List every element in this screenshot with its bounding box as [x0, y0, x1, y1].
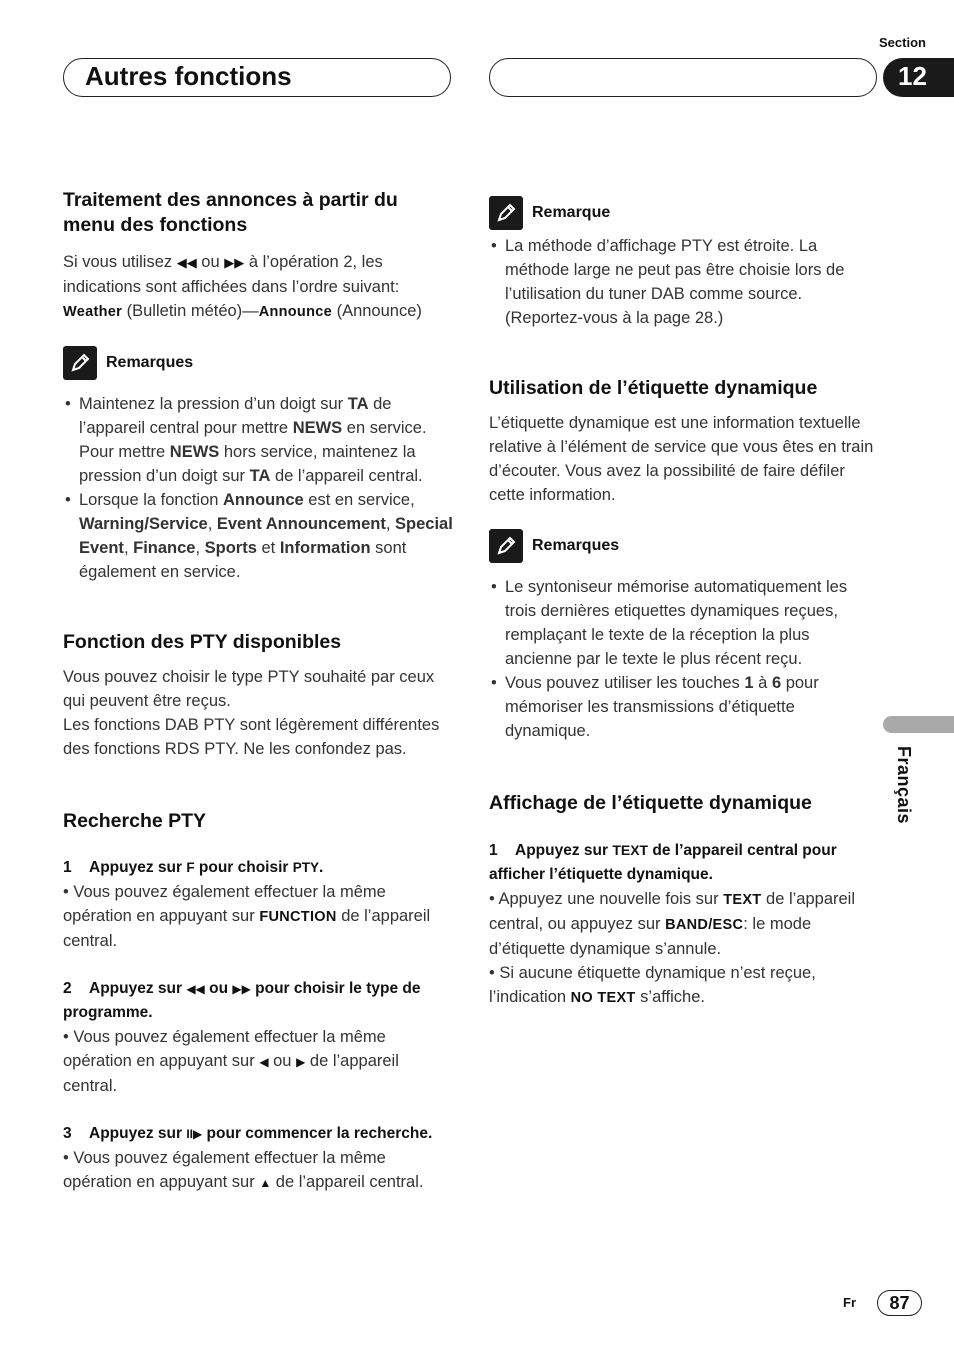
section-label: Section — [879, 35, 926, 50]
text: à l’opération 2, les indications sont affichées dans l’ordre suivant: — [63, 253, 400, 296]
fast-forward-icon: ▶▶ — [232, 982, 251, 996]
key-text: TEXT — [723, 892, 762, 908]
text: ou — [268, 1052, 297, 1070]
left-arrow-icon: ◀ — [259, 1055, 269, 1069]
key-information: Information — [279, 539, 371, 557]
notes-header — [63, 346, 453, 380]
step-1-note-2 — [489, 961, 879, 1010]
text: s’affiche. — [635, 988, 705, 1006]
text: Lorsque la fonction — [79, 491, 224, 509]
right-arrow-icon: ▶ — [296, 1055, 306, 1069]
key-announce: Announce — [258, 304, 332, 320]
heading-dynamic-label-use: Utilisation de l’étiquette dynamique — [489, 377, 818, 399]
heading-pty-available: Fonction des PTY disponibles — [63, 631, 342, 653]
step-number: 2 — [63, 980, 72, 997]
key-weather: Weather — [63, 304, 123, 320]
key-f: F — [186, 860, 195, 875]
para-dynamic-label-use: L’étiquette dynamique est une information textuelle relative à l’élément de service que vous êtes en train d’écouter. Vous avez la possibilité de faire défiler cette information. — [489, 414, 874, 504]
text: Si vous utilisez — [63, 253, 177, 271]
text: Vous pouvez choisir le type PTY souhaité par ceux qui peuvent être reçus. — [63, 668, 435, 710]
text: Appuyez sur — [89, 1125, 187, 1142]
note-header — [489, 196, 879, 230]
key-special-event: Special Event — [79, 515, 453, 557]
title-frame — [63, 58, 451, 97]
key-warning-service: Warning/Service — [79, 515, 208, 533]
step-number: 1 — [63, 859, 72, 876]
section-number: 12 — [898, 61, 927, 91]
text: en service. Pour mettre — [79, 419, 427, 461]
para-pty-available — [63, 665, 453, 761]
key-finance: Finance — [133, 539, 196, 557]
step-1-note — [63, 880, 453, 953]
text: de l’appareil central. — [63, 1052, 399, 1095]
list-item — [489, 671, 879, 743]
list-item — [63, 488, 453, 584]
text: • Appuyez une nouvelle fois sur — [489, 890, 724, 908]
text: ou — [204, 980, 233, 997]
para-announcements — [63, 250, 453, 324]
key-sports: Sports — [204, 539, 257, 557]
text: pour choisir le type de programme. — [63, 980, 421, 1021]
language-tab — [883, 716, 954, 733]
list-item: • La méthode d’affichage PTY est étroite. La méthode large ne peut pas être choisie lors de l’utilisation du tuner DAB comme source. (Reportez-vous à la page 28.) — [489, 234, 879, 330]
key-band-esc: BAND/ESC — [665, 917, 744, 933]
key-ta: TA — [249, 467, 271, 485]
text: ou — [196, 253, 225, 271]
left-column — [63, 188, 453, 1195]
text: , — [385, 515, 396, 533]
key-ta: TA — [347, 395, 369, 413]
text: • Vous pouvez également effectuer la même opération en appuyant sur — [63, 1028, 386, 1070]
text: , — [123, 539, 134, 557]
notes-header — [489, 529, 879, 563]
language-label: Français — [894, 746, 914, 825]
step-3 — [63, 1122, 453, 1146]
list-item — [63, 392, 453, 488]
notes-list — [489, 575, 879, 743]
step-number: 1 — [489, 842, 498, 859]
step-2 — [63, 977, 453, 1025]
text: , — [207, 515, 217, 533]
heading-announcements: Traitement des annonces à partir du menu des fonctions — [63, 189, 398, 236]
text: sont également en service. — [79, 539, 407, 581]
text: Maintenez la pression d’un doigt sur — [79, 395, 348, 413]
text: à — [753, 674, 772, 692]
key-pty: PTY — [292, 860, 320, 875]
up-arrow-icon: ▲ — [259, 1176, 272, 1190]
text: Les fonctions DAB PTY sont légèrement différentes des fonctions RDS PTY. Ne les confondez pas. — [63, 716, 440, 758]
right-column — [489, 196, 879, 1010]
text: pour commencer la recherche. — [202, 1125, 433, 1142]
text: (Bulletin météo)— — [122, 302, 259, 320]
key-text: TEXT — [612, 842, 649, 858]
text: de l’appareil central pour mettre — [79, 395, 392, 437]
key-announce: Announce — [223, 491, 304, 509]
step-2-note — [63, 1025, 453, 1098]
header-blank-frame — [489, 58, 877, 97]
key-function: FUNCTION — [259, 909, 337, 925]
text: de l’appareil central. — [270, 467, 423, 485]
text: de l’appareil central. — [271, 1173, 424, 1191]
play-pause-icon: II▶ — [186, 1127, 203, 1141]
pencil-icon — [489, 529, 523, 563]
step-1-note-1 — [489, 887, 879, 961]
key-1: 1 — [744, 674, 754, 692]
key-news: NEWS — [169, 443, 220, 461]
fast-forward-icon: ▶▶ — [224, 255, 245, 270]
section-badge — [883, 58, 954, 97]
text: • Vous pouvez également effectuer la même opération en appuyant sur — [63, 1149, 386, 1191]
list-item: • Le syntoniseur mémorise automatiquement les trois dernières etiquettes dynamiques reçues, remplaçant le texte de la réception la plus ancienne par le texte le plus récent reçu. — [489, 575, 879, 671]
key-no-text: NO TEXT — [570, 990, 636, 1006]
step-1 — [489, 838, 879, 887]
page-title: Autres fonctions — [85, 61, 292, 91]
text: • Vous pouvez également effectuer la même opération en appuyant sur — [63, 883, 386, 925]
text: et — [256, 539, 280, 557]
note-title: Remarque — [532, 204, 611, 221]
heading-dynamic-label-display: Affichage de l’étiquette dynamique — [489, 792, 812, 814]
pencil-icon — [489, 196, 523, 230]
text: Vous pouvez utiliser les touches — [505, 674, 745, 692]
text: Appuyez sur — [515, 842, 613, 859]
text: Appuyez sur — [89, 980, 187, 997]
text: • Si aucune étiquette dynamique n’est reçue, l’indication — [489, 964, 816, 1006]
text: de l’appareil central pour afficher l’étiquette dynamique. — [489, 842, 837, 883]
key-news: NEWS — [292, 419, 343, 437]
text: : le mode d’étiquette dynamique s’annule. — [489, 915, 812, 958]
step-1 — [63, 856, 453, 880]
step-3-note — [63, 1146, 453, 1195]
rewind-icon: ◀◀ — [186, 982, 205, 996]
step-number: 3 — [63, 1125, 72, 1142]
key-event-announcement: Event Announcement — [216, 515, 386, 533]
text: pour choisir — [194, 859, 293, 876]
pencil-icon — [63, 346, 97, 380]
note-list — [489, 234, 879, 330]
text: pour mémoriser les transmissions d’étiquette dynamique. — [505, 674, 819, 740]
text: . — [319, 859, 324, 876]
text: hors service, maintenez la pression d’un doigt sur — [79, 443, 416, 485]
text: Appuyez sur — [89, 859, 187, 876]
text: est en service, — [303, 491, 415, 509]
text: (Announce) — [331, 302, 422, 320]
notes-list — [63, 392, 453, 584]
notes-title: Remarques — [532, 537, 620, 554]
text: de l’appareil central. — [63, 907, 431, 950]
heading-pty-search: Recherche PTY — [63, 810, 207, 832]
key-6: 6 — [771, 674, 782, 692]
notes-title: Remarques — [106, 354, 194, 371]
text: , — [195, 539, 205, 557]
page-number: 87 — [877, 1290, 922, 1316]
rewind-icon: ◀◀ — [176, 255, 197, 270]
text: de l’appareil central, ou appuyez sur — [489, 890, 856, 933]
footer-language: Fr — [843, 1295, 856, 1310]
